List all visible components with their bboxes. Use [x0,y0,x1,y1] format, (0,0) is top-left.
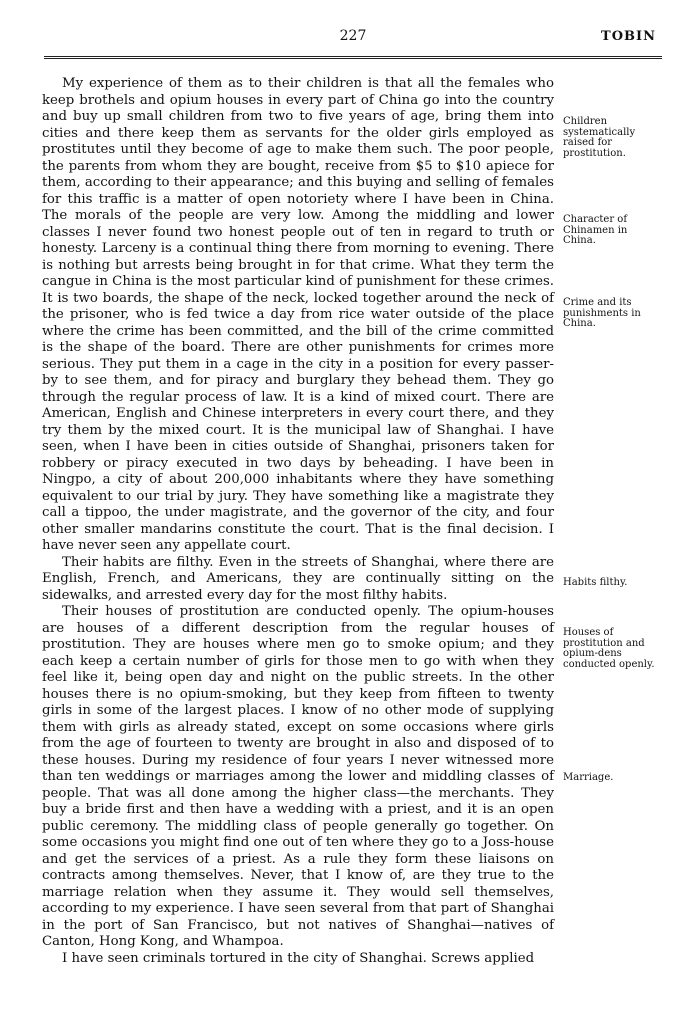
sidenote-marriage: Marriage. [563,772,614,783]
sidenote-character: Character of Chinamen in China. [563,214,628,246]
body-text [42,76,554,967]
page-header [44,28,662,52]
sidenote-crime: Crime and its punishments in China. [563,297,641,329]
sidenote-children: Children systematically raised for prostitution. [563,116,636,159]
paragraph-houses: Their houses of prostitution are conducted openly. The opium-houses are houses of a different description from the regular houses of prostitution. They are houses where men go to smoke opium; and they each keep a certain number of girls for those men to go with when they feel like it, being open day and night on the public streets. In the other houses there is no opium-smoking, but they keep from fifteen to twenty girls in some of the largest places. I know of no other mode of supplying them with girls as already stated, except on some occasions where girls from the age of fourteen to twenty are brought in also and disposed of to these houses. During my residence of four years I never witnessed more than ten weddings or marriages among the lower and middling classes of people. That was all done among the higher class—the merchants. They buy a bride first and then have a wedding with a priest, and it is an open public ceremony. The middling class of people generally go together. On some occasions you might find one out of ten where they go to a Joss-house and get the services of a priest. As a rule they form these liaisons on contracts among themselves. Never, that I know of, are they true to the marriage relation when they assume it. They would sell themselves, according to my experience. I have seen several from that part of Shanghai in the port of San Francisco, but not natives of Shanghai—natives of Canton, Hong Kong, and Whampoa. [42,604,554,949]
paragraph-criminals: I have seen criminals tortured in the city of Shanghai. Screws applied [62,950,535,966]
sidenote-houses: Houses of prostitution and opium-dens conducted openly. [563,627,655,670]
paragraph-habits: Their habits are filthy. Even in the streets of Shanghai, where there are English, French, and Americans, they are continually sitting on the sidewalks, and arrested every day for the most filthy habits. [42,554,554,603]
paragraph-children: My experience of them as to their children is that all the females who keep brothels and opium houses in every part of China go into the country and buy up small children from two to five years of age, bring them into cities and there keep them as servants for the older girls employed as prostitutes until they become of age to make them such. The poor people, the parents from whom they are bought, receive from $5 to $10 apiece for them, according to their appearance; and this buying and selling of females for this traffic is a matter of open notoriety where I have been in China. The morals of the people are very low. Among the middling and lower classes I never found two honest people out of ten in regard to truth or honesty. Larceny is a continual thing there from morning to evening. There is nothing but arrests being brought in for that crime. What they term the cangue in China is the most particular kind of punishment for these crimes. It is two boards, the shape of the neck, locked together around the neck of the prisoner, who is fed twice a day from rice water outside of the place where the crime has been committed, and the bill of the crime committed is the shape of the board. There are other punishments for crimes more serious. They put them in a cage in the city in a position for every passer-by to see them, and for piracy and burglary they behead them. They go through the regular process of law. It is a kind of mixed court. There are American, English and Chinese interpreters in every court there, and they try them by the mixed court. It is the municipal law of Shanghai. I have seen, when I have been in cities outside of Shanghai, prisoners taken for robbery or piracy executed in two days by beheading. I have been in Ningpo, a city of about 200,000 inhabitants where they have something equivalent to our trial by jury. They have something like a magistrate they call a tippoo, the under magistrate, and the governor of the city, and four other smaller mandarins constitute the court. That is the final decision. I have never seen any appellate court. [42,76,554,553]
header-rule [44,56,662,59]
page-number: 227 [339,28,367,44]
running-head: TOBIN [601,29,656,44]
sidenote-habits: Habits filthy. [563,577,628,588]
